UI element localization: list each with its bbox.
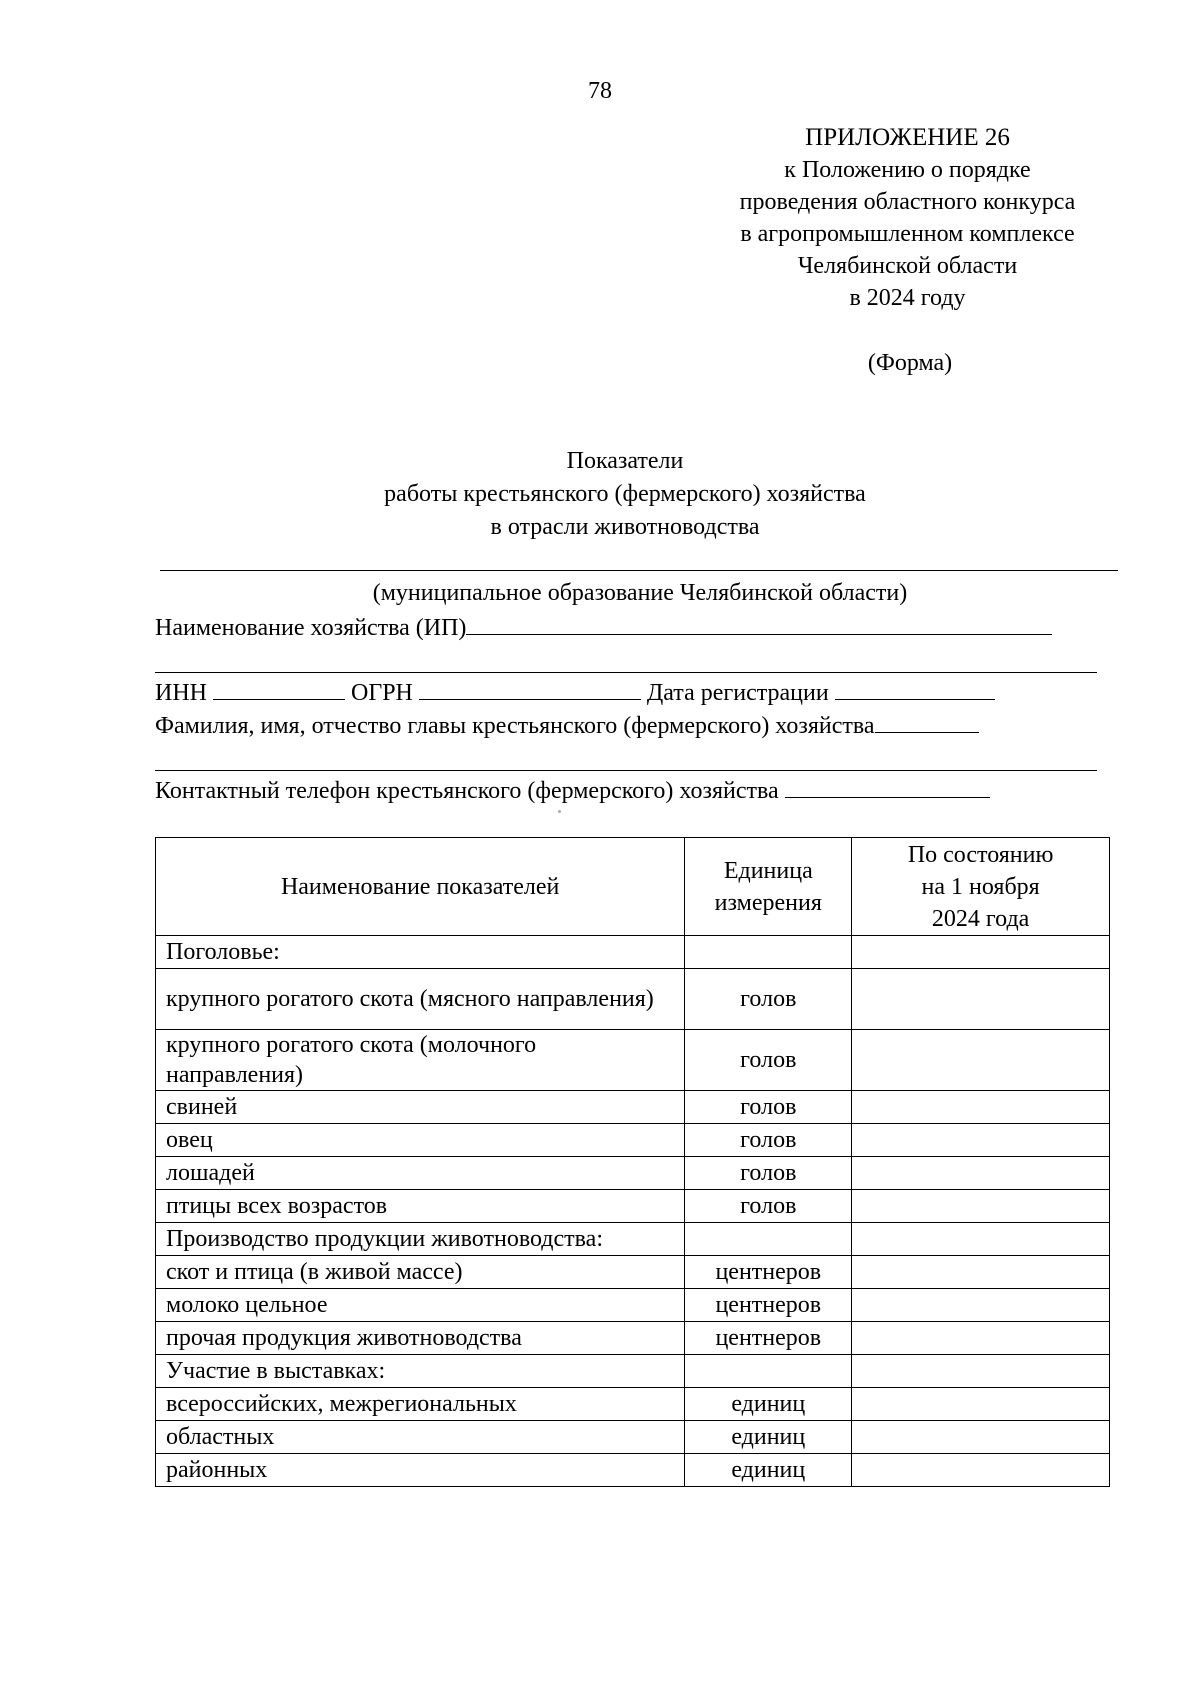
indicator-value-cell[interactable] bbox=[852, 1322, 1110, 1355]
indicator-unit bbox=[685, 1223, 852, 1256]
indicator-value-cell[interactable] bbox=[852, 1190, 1110, 1223]
table-section-row bbox=[156, 1355, 1110, 1388]
appendix-line: к Положению о порядке bbox=[784, 157, 1031, 183]
indicator-unit: центнеров bbox=[685, 1322, 852, 1355]
table-row bbox=[156, 1421, 1110, 1454]
indicator-value-cell[interactable] bbox=[852, 1256, 1110, 1289]
indicator-name: прочая продукция животноводства bbox=[156, 1322, 685, 1355]
table-row bbox=[156, 1256, 1110, 1289]
inn-label: ИНН bbox=[155, 680, 207, 706]
indicator-value-cell[interactable] bbox=[852, 1124, 1110, 1157]
indicator-unit: единиц bbox=[685, 1421, 852, 1454]
farm-name-label: Наименование хозяйства (ИП) bbox=[155, 615, 467, 641]
indicator-name: областных bbox=[156, 1421, 685, 1454]
head-name-label: Фамилия, имя, отчество главы крестьянского (фермерского) хозяйства bbox=[155, 713, 875, 739]
indicator-unit: голов bbox=[685, 1091, 852, 1124]
indicator-name: районных bbox=[156, 1454, 685, 1487]
header-state-date bbox=[852, 838, 1110, 936]
indicator-value-cell[interactable] bbox=[852, 1091, 1110, 1124]
indicator-name: лошадей bbox=[156, 1157, 685, 1190]
indicator-unit: единиц bbox=[685, 1388, 852, 1421]
header-unit-line: Единица bbox=[723, 857, 813, 884]
header-state-line: на 1 ноября bbox=[921, 873, 1040, 900]
document-title-line: работы крестьянского (фермерского) хозяйства bbox=[384, 481, 866, 507]
indicator-name: крупного рогатого скота (молочного направления) bbox=[156, 1030, 685, 1091]
table-row bbox=[156, 1091, 1110, 1124]
indicator-name: молоко цельное bbox=[156, 1289, 685, 1322]
indicator-value-cell[interactable] bbox=[852, 1289, 1110, 1322]
appendix-title: ПРИЛОЖЕНИЕ 26 bbox=[805, 124, 1010, 151]
indicator-name: Поголовье: bbox=[156, 936, 685, 969]
phone-blank[interactable] bbox=[785, 775, 990, 798]
table-row bbox=[156, 1388, 1110, 1421]
indicator-unit bbox=[685, 1355, 852, 1388]
indicator-value-cell[interactable] bbox=[852, 1454, 1110, 1487]
indicator-name: всероссийских, межрегиональных bbox=[156, 1388, 685, 1421]
indicator-value-cell[interactable] bbox=[852, 1421, 1110, 1454]
municipality-blank-line[interactable] bbox=[160, 570, 1118, 571]
indicator-name: скот и птица (в живой массе) bbox=[156, 1256, 685, 1289]
appendix-line: в агропромышленном комплексе bbox=[740, 221, 1075, 247]
appendix-line: в 2024 году bbox=[849, 285, 966, 311]
head-name-continuation-line[interactable] bbox=[155, 770, 1097, 771]
indicator-value-cell[interactable] bbox=[852, 1030, 1110, 1091]
indicator-unit: единиц bbox=[685, 1454, 852, 1487]
document-title-line: Показатели bbox=[566, 448, 684, 474]
table-row bbox=[156, 1124, 1110, 1157]
indicator-value-cell[interactable] bbox=[852, 1355, 1110, 1388]
indicator-name: овец bbox=[156, 1124, 685, 1157]
farm-name-field bbox=[155, 612, 1052, 642]
indicator-unit: голов bbox=[685, 1124, 852, 1157]
document-title bbox=[250, 445, 1000, 544]
indicator-name: птицы всех возрастов bbox=[156, 1190, 685, 1223]
table-section-row bbox=[156, 936, 1110, 969]
ogrn-label: ОГРН bbox=[351, 680, 413, 706]
phone-field bbox=[155, 775, 990, 805]
appendix-header bbox=[690, 122, 1125, 314]
header-unit-line: измерения bbox=[714, 889, 822, 916]
indicator-unit: центнеров bbox=[685, 1256, 852, 1289]
indicator-unit: голов bbox=[685, 969, 852, 1030]
indicator-unit: центнеров bbox=[685, 1289, 852, 1322]
table-row bbox=[156, 1322, 1110, 1355]
table-row bbox=[156, 1289, 1110, 1322]
farm-name-blank[interactable] bbox=[466, 612, 1052, 635]
table-row bbox=[156, 1030, 1110, 1091]
indicators-table bbox=[155, 837, 1110, 1487]
scan-speck bbox=[558, 810, 561, 813]
head-name-field bbox=[155, 710, 979, 740]
indicator-name: свиней bbox=[156, 1091, 685, 1124]
appendix-line: проведения областного конкурса bbox=[739, 189, 1076, 215]
indicator-value-cell[interactable] bbox=[852, 936, 1110, 969]
head-name-blank[interactable] bbox=[875, 710, 979, 733]
farm-name-continuation-line[interactable] bbox=[155, 672, 1097, 673]
header-state-line: 2024 года bbox=[931, 905, 1030, 932]
table-header-row bbox=[156, 838, 1110, 936]
indicator-unit: голов bbox=[685, 1157, 852, 1190]
table-row bbox=[156, 969, 1110, 1030]
municipality-caption: (муниципальное образование Челябинской области) bbox=[372, 580, 908, 606]
indicator-value-cell[interactable] bbox=[852, 1223, 1110, 1256]
document-title-line: в отрасли животноводства bbox=[490, 514, 760, 540]
indicator-unit: голов bbox=[685, 1030, 852, 1091]
indicator-value-cell[interactable] bbox=[852, 1388, 1110, 1421]
reg-date-label: Дата регистрации bbox=[646, 680, 829, 706]
indicator-value-cell[interactable] bbox=[852, 1157, 1110, 1190]
indicator-name: Участие в выставках: bbox=[156, 1355, 685, 1388]
header-state-line: По состоянию bbox=[907, 841, 1054, 868]
header-indicator-name bbox=[156, 838, 685, 936]
registration-fields bbox=[155, 677, 995, 707]
reg-date-blank[interactable] bbox=[835, 677, 995, 700]
table-section-row bbox=[156, 1223, 1110, 1256]
indicator-unit: голов bbox=[685, 1190, 852, 1223]
indicator-value-cell[interactable] bbox=[852, 969, 1110, 1030]
header-name-text: Наименование показателей bbox=[280, 873, 560, 900]
table-row bbox=[156, 1190, 1110, 1223]
indicator-unit bbox=[685, 936, 852, 969]
phone-label: Контактный телефон крестьянского (фермерского) хозяйства bbox=[155, 778, 779, 804]
indicator-name: крупного рогатого скота (мясного направления) bbox=[156, 969, 685, 1030]
indicator-name: Производство продукции животноводства: bbox=[156, 1223, 685, 1256]
ogrn-blank[interactable] bbox=[419, 677, 641, 700]
table-row bbox=[156, 1157, 1110, 1190]
page-number: 78 bbox=[588, 78, 612, 104]
inn-blank[interactable] bbox=[213, 677, 345, 700]
appendix-line: Челябинской области bbox=[797, 253, 1018, 279]
form-label: (Форма) bbox=[867, 350, 953, 376]
table-row bbox=[156, 1454, 1110, 1487]
header-unit bbox=[685, 838, 852, 936]
